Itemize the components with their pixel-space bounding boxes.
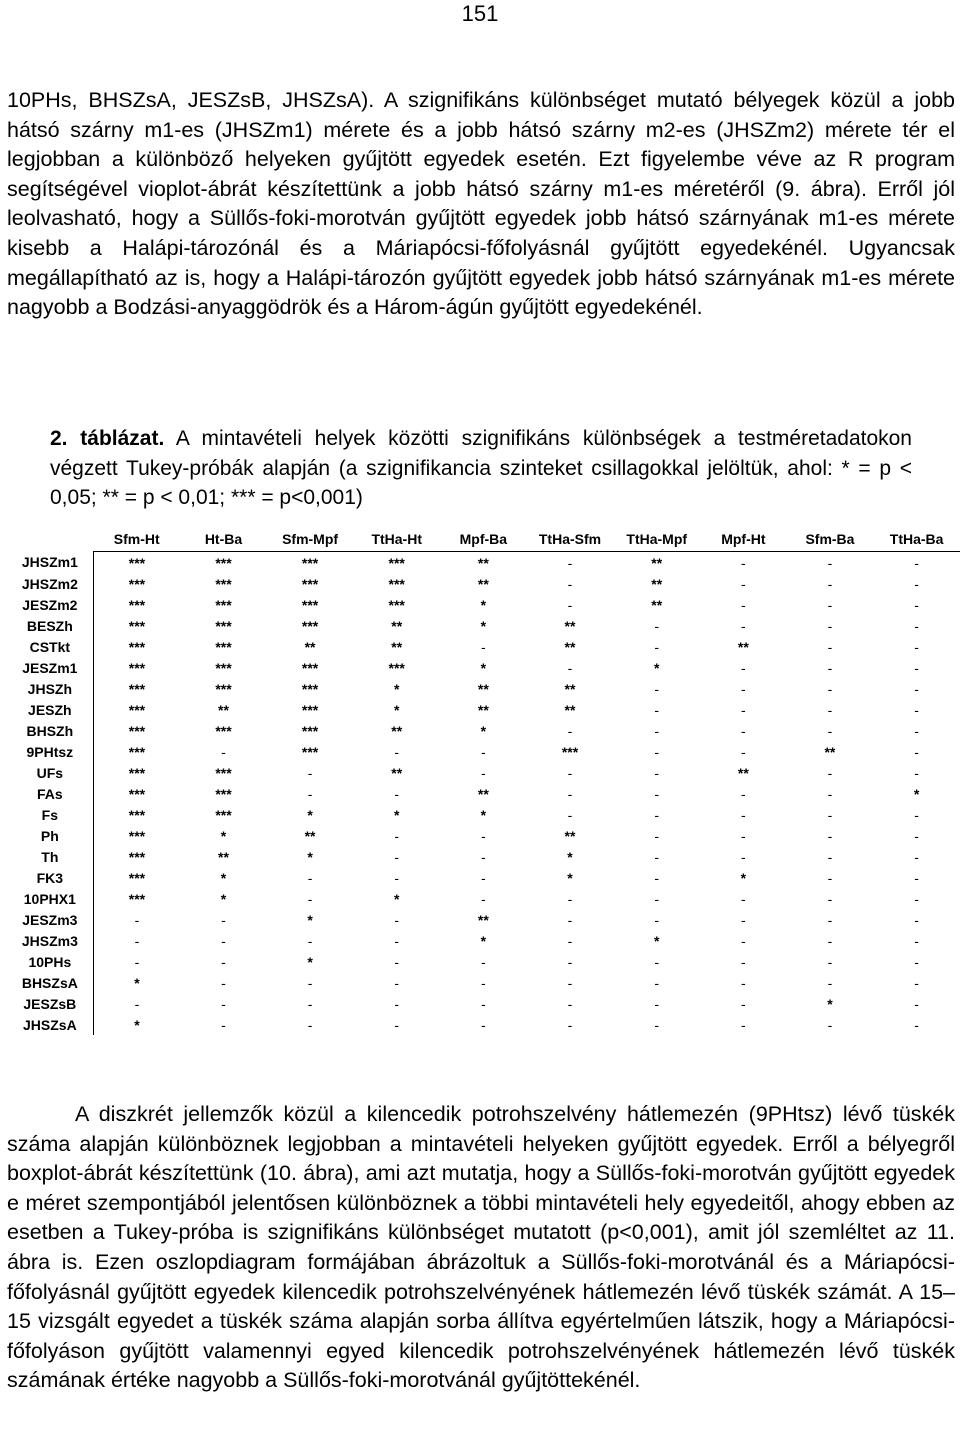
table-cell: - [827, 806, 833, 823]
table-row [7, 804, 960, 825]
row-header: FK3 [7, 867, 93, 888]
table-cell: - [741, 743, 746, 760]
table-cell: - [741, 722, 746, 739]
table-cell: - [741, 1016, 746, 1033]
table-cell: - [221, 1016, 226, 1033]
table-cell: - [914, 575, 919, 592]
table-row [7, 993, 960, 1014]
table-cell: - [827, 596, 833, 613]
table-cell: - [827, 974, 833, 991]
table-cell: - [307, 785, 313, 802]
table-cell: - [480, 848, 486, 865]
table-cell: ** [564, 617, 576, 634]
table-cell: - [914, 596, 919, 613]
table-cell: - [394, 848, 400, 865]
table-row [7, 909, 960, 930]
table-cell: - [741, 680, 746, 697]
table-cell: *** [215, 638, 232, 655]
table-cell: ** [651, 554, 663, 571]
table-cell: - [827, 617, 833, 634]
table-cell: - [134, 911, 140, 928]
table-header-row [7, 526, 960, 552]
table-cell: - [914, 680, 919, 697]
column-header: Sfm-Ht [93, 526, 180, 552]
table-cell: - [741, 554, 746, 571]
column-header: Sfm-Ba [787, 526, 874, 552]
table-cell: ** [651, 575, 663, 592]
row-header: BHSZsA [7, 972, 93, 993]
table-cell: - [827, 1016, 833, 1033]
table-row [7, 741, 960, 762]
table-cell: *** [561, 743, 579, 760]
table-cell: ** [564, 827, 576, 844]
table-cell: * [480, 932, 487, 949]
table-cell: ** [218, 848, 229, 865]
table-cell: - [480, 995, 486, 1012]
table-cell: - [567, 575, 573, 592]
table-cell: * [913, 785, 920, 802]
table-cell: *** [128, 617, 146, 634]
table-cell: - [827, 575, 833, 592]
table-cell: - [480, 1016, 486, 1033]
table-cell: - [741, 785, 746, 802]
tukey-results-table [7, 526, 960, 1035]
table-cell: - [827, 827, 833, 844]
table-cell: *** [301, 554, 319, 571]
column-header: Mpf-Ba [440, 526, 527, 552]
row-header: UFs [7, 762, 93, 783]
table-cell: - [307, 995, 313, 1012]
table-cell: * [740, 869, 747, 886]
table-row [7, 699, 960, 720]
table-cell: - [654, 827, 660, 844]
row-header: Ph [7, 825, 93, 846]
table-cell: - [827, 953, 833, 970]
table-cell: *** [128, 659, 146, 676]
column-header: Sfm-Mpf [267, 526, 354, 552]
table-cell: * [307, 953, 313, 970]
table-cell: - [914, 659, 919, 676]
table-cell: - [741, 701, 746, 718]
table-cell: - [827, 638, 833, 655]
table-cell: - [827, 785, 833, 802]
table-cell: - [741, 953, 746, 970]
row-header: FAs [7, 783, 93, 804]
table-cell: - [654, 743, 660, 760]
table-cell: - [221, 932, 226, 949]
table-row [7, 678, 960, 699]
column-header: TtHa-Ba [873, 526, 960, 552]
table-cell: - [914, 743, 919, 760]
table-cell: * [134, 974, 140, 991]
table-cell: *** [215, 764, 232, 781]
table-cell: - [307, 764, 313, 781]
table-cell: * [480, 596, 487, 613]
table-cell: *** [301, 743, 319, 760]
table-cell: - [567, 659, 573, 676]
table-cell: * [307, 806, 313, 823]
table-cell: * [480, 722, 487, 739]
table-cell: - [914, 722, 919, 739]
table-cell: - [394, 869, 400, 886]
table-row [7, 846, 960, 867]
table-body [7, 552, 960, 1036]
table-cell: - [654, 848, 660, 865]
table-cell: - [914, 890, 919, 907]
table-cell: *** [215, 785, 232, 802]
row-header: JESZsB [7, 993, 93, 1014]
table-cell: *** [215, 554, 232, 571]
table-caption-label: 2. táblázat. [50, 427, 165, 450]
table-cell: * [567, 869, 573, 886]
table-cell: * [827, 995, 833, 1012]
table-cell: - [741, 617, 746, 634]
table-cell: - [654, 764, 660, 781]
table-cell: * [220, 827, 227, 844]
table-cell: *** [215, 659, 232, 676]
table-cell: *** [301, 659, 319, 676]
table-cell: ** [564, 701, 576, 718]
table-cell: - [654, 974, 660, 991]
table-cell: - [914, 869, 919, 886]
table-cell: - [827, 554, 833, 571]
table-cell: - [134, 995, 140, 1012]
table-cell: - [741, 890, 746, 907]
table-cell: - [914, 827, 919, 844]
table-cell: *** [301, 680, 319, 697]
table-cell: ** [304, 827, 316, 844]
table-row [7, 930, 960, 951]
table-cell: - [567, 1016, 573, 1033]
table-cell: - [654, 638, 660, 655]
row-header: JESZh [7, 699, 93, 720]
table-row [7, 783, 960, 804]
row-header: CSTkt [7, 636, 93, 657]
table-cell: - [394, 932, 400, 949]
table-cell: *** [215, 722, 232, 739]
table-cell: - [914, 995, 919, 1012]
table-cell: - [914, 848, 919, 865]
table-cell: ** [564, 638, 576, 655]
table-cell: * [220, 869, 227, 886]
table-cell: ** [824, 743, 836, 760]
table-cell: - [827, 869, 833, 886]
row-header: BESZh [7, 615, 93, 636]
table-cell: - [654, 701, 660, 718]
row-header: 10PHs [7, 951, 93, 972]
table-cell: ** [737, 764, 749, 781]
table-cell: - [307, 890, 313, 907]
table-cell: - [567, 995, 573, 1012]
table-cell: *** [128, 554, 146, 571]
table-row [7, 720, 960, 741]
table-cell: - [654, 806, 660, 823]
table-caption-text: A mintavételi helyek közötti szignifikáns különbségek a testméretadatokon végzett Tukey-próbák alapján (a szignifikancia szinteket csillagokkal jelöltük, ahol: * = p < 0,05; ** = p < 0,01; *** = p<0,001) [50, 427, 912, 510]
table-cell: ** [477, 911, 489, 928]
table-cell: *** [128, 596, 146, 613]
table-cell: - [654, 785, 660, 802]
table-cell: - [394, 953, 400, 970]
table-cell: *** [301, 722, 319, 739]
table-cell: - [654, 1016, 660, 1033]
table-cell: - [567, 806, 573, 823]
table-cell: *** [215, 596, 232, 613]
table-cell: *** [215, 806, 232, 823]
table-cell: - [567, 722, 573, 739]
table-cell: - [480, 953, 486, 970]
table-cell: - [394, 743, 400, 760]
table-cell: - [741, 974, 746, 991]
table-cell: - [567, 932, 573, 949]
table-cell: - [654, 680, 660, 697]
table-row [7, 825, 960, 846]
table-cell: - [307, 869, 313, 886]
table-cell: ** [477, 554, 489, 571]
table-row [7, 636, 960, 657]
table-cell: - [394, 911, 400, 928]
table-cell: ** [477, 680, 489, 697]
row-header: JESZm1 [7, 657, 93, 678]
table-cell: - [741, 806, 746, 823]
table-cell: * [393, 680, 400, 697]
table-row [7, 1014, 960, 1035]
body-paragraph-2: A diszkrét jellemzők közül a kilencedik potrohszelvény hátlemezén (9PHtsz) lévő tüskék száma alapján különböznek legjobban a mintavételi helyeken gyűjtött egyedek. Erről a bélyegről boxplot-ábrát készítettünk (10. ábra), ami azt mutatja, hogy a Süllős-foki-morotván gyűjtött egyedek e méret szempontjából jelentősen különböznek a többi mintavételi hely egyedeitől, ahogy ebben az esetben a Tukey-próba is szignifikáns különbséget mutatott (p<0,001), amit jól szemléltet az 11. ábra is. Ezen oszlopdiagram formájában ábrázoltuk a Süllős-foki-morotvánál és a Máriapócsi-főfolyásnál gyűjtött egyedek kilencedik potrohszelvényének hátlemezén lévő tüskék számát. A 15–15 vizsgált egyedet a tüskék száma alapján sorba állítva egyértelműen látszik, hogy a Máriapócsi-főfolyáson gyűjtött valamennyi egyed kilencedik potrohszelvényének hátlemezén lévő tüskék számának értéke nagyobb a Süllős-foki-morotvánál gyűjtöttekénél. [7, 1102, 955, 1393]
table-cell: ** [477, 785, 489, 802]
table-cell: - [567, 911, 573, 928]
table-cell: - [741, 659, 746, 676]
table-cell: - [827, 680, 833, 697]
table-cell: *** [128, 764, 146, 781]
table-cell: - [654, 722, 660, 739]
table-corner-cell [7, 526, 93, 552]
table-cell: - [914, 974, 919, 991]
table-cell: * [480, 617, 487, 634]
column-header: Ht-Ba [180, 526, 266, 552]
table-cell: - [480, 743, 486, 760]
table-cell: - [827, 659, 833, 676]
table-cell: - [394, 974, 400, 991]
table-cell: *** [301, 575, 319, 592]
table-cell: - [654, 911, 660, 928]
row-header: JHSZm2 [7, 573, 93, 594]
row-header: Fs [7, 804, 93, 825]
table-cell: *** [128, 680, 146, 697]
row-header: 10PHX1 [7, 888, 93, 909]
table-cell: - [480, 638, 486, 655]
table-cell: - [914, 554, 919, 571]
table-cell: *** [215, 680, 232, 697]
table-cell: * [307, 911, 313, 928]
table-cell: *** [128, 848, 146, 865]
table-cell: *** [128, 638, 146, 655]
table-cell: ** [218, 701, 229, 718]
table-cell: ** [391, 764, 403, 781]
table-cell: - [221, 953, 226, 970]
table-cell: * [480, 806, 487, 823]
table-cell: - [567, 953, 573, 970]
table-cell: - [914, 617, 919, 634]
table-cell: - [567, 890, 573, 907]
page-number: 151 [461, 1, 499, 26]
table-cell: ** [477, 701, 489, 718]
table-cell: - [307, 1016, 313, 1033]
row-header: JESZm2 [7, 594, 93, 615]
table-cell: - [741, 596, 746, 613]
table-cell: * [134, 1016, 140, 1033]
table-cell: - [741, 575, 746, 592]
table-cell: - [914, 953, 919, 970]
table-cell: - [827, 701, 833, 718]
row-header: BHSZh [7, 720, 93, 741]
table-row [7, 552, 960, 574]
table-cell: * [567, 848, 573, 865]
table-cell: - [827, 764, 833, 781]
table-cell: *** [128, 827, 146, 844]
table-cell: * [393, 701, 400, 718]
table-cell: *** [128, 575, 146, 592]
table-cell: *** [128, 890, 146, 907]
table-cell: - [914, 911, 919, 928]
table-cell: - [567, 554, 573, 571]
table-row [7, 573, 960, 594]
table-cell: - [654, 953, 660, 970]
row-header: JESZm3 [7, 909, 93, 930]
table-row [7, 888, 960, 909]
body-paragraph-1: 10PHs, BHSZsA, JESZsB, JHSZsA). A szignifikáns különbséget mutató bélyegek közül a jobb hátsó szárny m1-es (JHSZm1) mérete és a jobb hátsó szárny m2-es (JHSZm2) mérete tér el legjobban a különböző helyeken gyűjtött egyedek esetén. Ezt figyelembe véve az R program segítségével vioplot-ábrát készítettünk a jobb hátsó szárny m1-es méretéről (9. ábra). Erről jól leolvasható, hogy a Süllős-foki-morotván gyűjtött egyedek jobb hátsó szárnyának m1-es mérete kisebb a Halápi-tározónál és a Máriapócsi-főfolyásnál gyűjtött egyedekénél. Ugyancsak megállapítható az is, hogy a Halápi-tározón gyűjtött egyedek jobb hátsó szárnyának m1-es mérete nagyobb a Bodzási-anyaggödrök és a Három-ágún gyűjtött egyedekénél. [7, 88, 955, 320]
table-cell: *** [388, 554, 405, 571]
table-cell: * [393, 806, 400, 823]
table-row [7, 762, 960, 783]
table-cell: *** [128, 701, 146, 718]
table-cell: ** [391, 638, 403, 655]
table-cell: - [914, 701, 919, 718]
table-cell: - [741, 995, 746, 1012]
table-cell: - [567, 785, 573, 802]
table-cell: - [567, 974, 573, 991]
table-cell: - [480, 827, 486, 844]
table-cell: - [914, 806, 919, 823]
table-cell: - [914, 932, 919, 949]
row-header: JHSZsA [7, 1014, 93, 1035]
table-cell: - [654, 617, 660, 634]
table-cell: - [741, 911, 746, 928]
table-cell: - [307, 974, 313, 991]
table-cell: ** [477, 575, 489, 592]
table-cell: * [653, 659, 660, 676]
table-cell: - [221, 911, 226, 928]
table-cell: ** [304, 638, 316, 655]
row-header: Th [7, 846, 93, 867]
table-cell: ** [651, 596, 663, 613]
table-cell: - [741, 827, 746, 844]
table-cell: - [394, 995, 400, 1012]
column-header: TtHa-Sfm [527, 526, 614, 552]
table-cell: *** [301, 701, 319, 718]
table-row [7, 972, 960, 993]
table-cell: - [134, 953, 140, 970]
table-cell: *** [215, 575, 232, 592]
column-header: Mpf-Ht [700, 526, 787, 552]
column-header: TtHa-Mpf [613, 526, 700, 552]
table-cell: - [221, 995, 226, 1012]
table-cell: - [480, 974, 486, 991]
table-cell: - [221, 743, 226, 760]
row-header: JHSZm1 [7, 552, 93, 574]
table-cell: - [394, 827, 400, 844]
table-cell: - [567, 596, 573, 613]
table-row [7, 951, 960, 972]
table-row [7, 594, 960, 615]
table-cell: *** [128, 785, 146, 802]
table-cell: - [914, 1016, 919, 1033]
table-cell: - [394, 785, 400, 802]
table-cell: - [827, 848, 833, 865]
table-cell: *** [388, 596, 405, 613]
table-cell: *** [388, 659, 405, 676]
table-cell: - [394, 1016, 400, 1033]
table-row [7, 615, 960, 636]
table-cell: - [914, 764, 919, 781]
table-cell: * [307, 848, 313, 865]
table-cell: *** [128, 743, 146, 760]
table-cell: * [653, 932, 660, 949]
row-header: JHSZh [7, 678, 93, 699]
table-cell: *** [128, 722, 146, 739]
table-cell: - [827, 890, 833, 907]
table-cell: *** [301, 596, 319, 613]
table-cell: - [307, 932, 313, 949]
table-cell: * [480, 659, 487, 676]
table-cell: - [480, 869, 486, 886]
table-cell: * [393, 890, 400, 907]
row-header: JHSZm3 [7, 930, 93, 951]
table-row [7, 657, 960, 678]
table-row [7, 867, 960, 888]
table-cell: - [827, 932, 833, 949]
table-cell: ** [737, 638, 749, 655]
table-cell: - [134, 932, 140, 949]
table-cell: - [914, 638, 919, 655]
table-cell: - [741, 932, 746, 949]
table-cell: - [480, 890, 486, 907]
table-cell: ** [391, 722, 403, 739]
table-cell: - [654, 890, 660, 907]
table-cell: - [741, 848, 746, 865]
table-cell: - [827, 911, 833, 928]
table-cell: * [220, 890, 227, 907]
table-cell: *** [388, 575, 405, 592]
table-cell: ** [564, 680, 576, 697]
table-cell: *** [301, 617, 319, 634]
table-cell: *** [128, 806, 146, 823]
table-cell: - [654, 995, 660, 1012]
table-caption [50, 424, 912, 513]
table-cell: - [480, 764, 486, 781]
table-cell: - [654, 869, 660, 886]
table-cell: ** [391, 617, 403, 634]
table-cell: - [827, 722, 833, 739]
table-cell: - [567, 764, 573, 781]
table-cell: *** [128, 869, 146, 886]
table-cell: - [221, 974, 226, 991]
column-header: TtHa-Ht [353, 526, 440, 552]
row-header: 9PHtsz [7, 741, 93, 762]
table-cell: *** [215, 617, 232, 634]
